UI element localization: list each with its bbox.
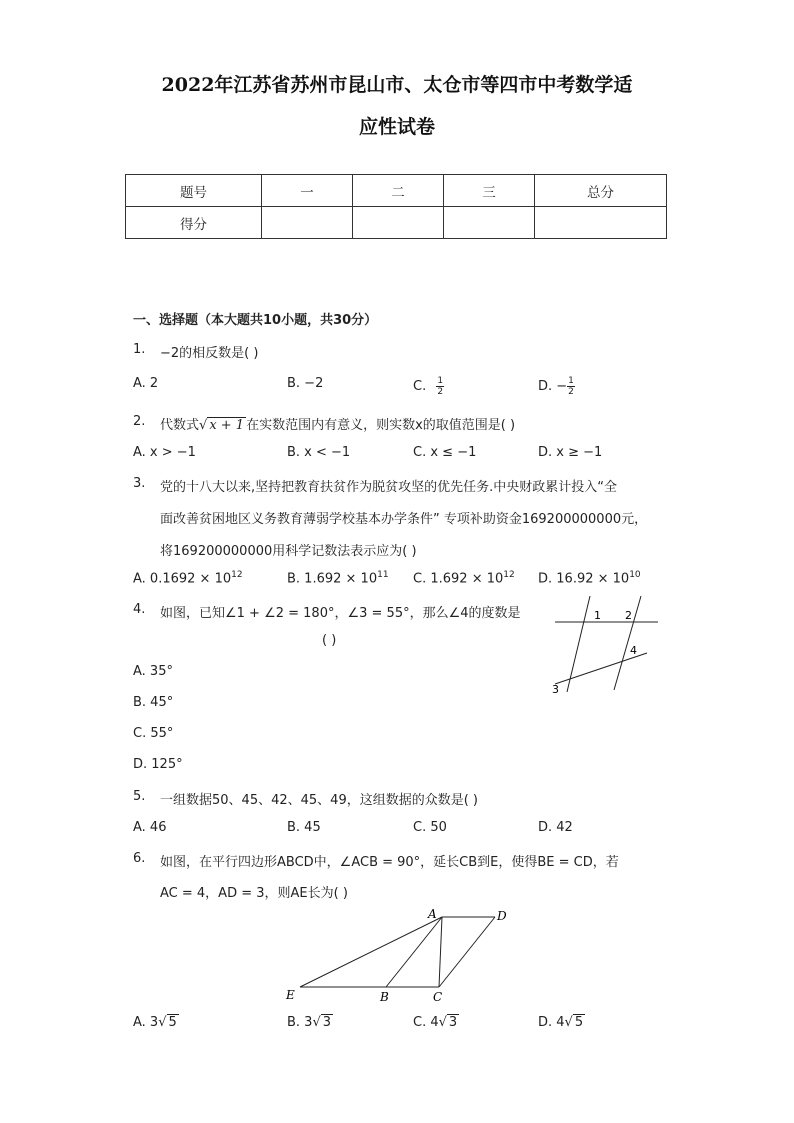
score-header-cell: 二: [353, 175, 444, 207]
option-a: A. 2: [133, 376, 159, 391]
question-number: 6.: [133, 851, 146, 866]
option-d: D. − $\frac{1}{2}$: [538, 376, 574, 397]
question-text-line: 党的十八大以来,坚持把教育扶贫作为脱贫攻坚的优先任务.中央财政累计投入“全: [160, 480, 617, 495]
option-d: D. 4√ 5: [538, 1015, 584, 1030]
option-b: B. 45°: [133, 695, 174, 710]
option-a: A. $0.1692 \times 10^{12}$: [133, 570, 243, 587]
score-header-cell: 一: [262, 175, 353, 207]
option-a: A. 46: [133, 820, 167, 835]
question-number: 4.: [133, 602, 146, 617]
angle-label-3: 3: [552, 683, 559, 696]
score-row: [126, 207, 667, 239]
point-label-a: A: [428, 907, 437, 921]
section-heading: 一、选择题（本大题共10小题，共30分）: [133, 313, 378, 328]
option-d: D. 125°: [133, 757, 183, 772]
angle-figure: [545, 592, 665, 702]
option-c: C. 4√ 3: [413, 1015, 458, 1030]
option-b: B. −2: [287, 376, 324, 391]
question-number: 1.: [133, 342, 146, 357]
option-c: C. $1.692 \times 10^{12}$: [413, 570, 515, 587]
segment-ea: [300, 917, 442, 987]
option-c: C. $\frac{1}{2}$: [413, 376, 444, 397]
score-header-cell: 总分: [535, 175, 667, 207]
point-label-d: D: [497, 909, 507, 923]
option-d: D. $16.92 \times 10^{10}$: [538, 570, 641, 587]
option-a: A. x > −1: [133, 445, 196, 460]
question-text-line: 面改善贫困地区义务教育薄弱学校基本办学条件” 专项补助资金169200000000元，: [160, 512, 648, 527]
option-d: D. x ≥ −1: [538, 445, 603, 460]
option-c: C. 55°: [133, 726, 174, 741]
angle-label-1: 1: [594, 609, 601, 622]
score-header-row: [126, 175, 667, 207]
option-c: C. x ≤ −1: [413, 445, 477, 460]
question-text-line: 如图，在平行四边形ABCD中，∠ACB = 90°，延长CB到E，使得BE = CD，若: [160, 855, 619, 870]
option-a: A. 3√ 5: [133, 1015, 177, 1030]
question-text: 一组数据50、45、42、45、49，这组数据的众数是( ): [160, 793, 478, 808]
score-row-label: 得分: [126, 207, 262, 239]
score-cell: [444, 207, 535, 239]
point-label-b: B: [380, 990, 389, 1004]
question-text-line: AC = 4，AD = 3，则AE长为( ): [160, 886, 348, 901]
segment-ba: [386, 917, 442, 987]
option-b: B. 45: [287, 820, 321, 835]
score-header-cell: 三: [444, 175, 535, 207]
question-number: 2.: [133, 414, 146, 429]
score-table: [125, 174, 667, 239]
option-a: A. 35°: [133, 664, 173, 679]
question-number: 3.: [133, 476, 146, 491]
score-cell: [535, 207, 667, 239]
angle-label-4: 4: [630, 644, 637, 657]
line-lower: [555, 653, 647, 684]
question-text: −2的相反数是( ): [160, 346, 259, 361]
answer-paren: ( ): [322, 633, 337, 648]
segment-ca: [439, 917, 442, 987]
parallelogram-figure: [280, 905, 520, 1007]
point-label-c: C: [433, 990, 443, 1004]
score-cell: [353, 207, 444, 239]
question-text: 如图，已知∠1 + ∠2 = 180°，∠3 = 55°，那么∠4的度数是: [160, 606, 521, 621]
title-line-2: 应性试卷: [358, 116, 435, 138]
option-b: B. $1.692 \times 10^{11}$: [287, 570, 389, 587]
line-left: [567, 596, 590, 692]
question-text: 代数式√ x + 1 在实数范围内有意义，则实数x的取值范围是( ): [160, 418, 516, 433]
angle-label-2: 2: [625, 609, 632, 622]
title-line-1: 2022年江苏省苏州市昆山市、太仓市等四市中考数学适: [161, 74, 633, 96]
question-text-line: 将169200000000用科学记数法表示应为( ): [160, 544, 417, 559]
option-b: B. 3√ 3: [287, 1015, 332, 1030]
option-c: C. 50: [413, 820, 447, 835]
score-cell: [262, 207, 353, 239]
score-header-cell: 题号: [126, 175, 262, 207]
option-d: D. 42: [538, 820, 573, 835]
option-b: B. x < −1: [287, 445, 351, 460]
point-label-e: E: [286, 988, 295, 1002]
question-number: 5.: [133, 789, 146, 804]
segment-dc: [439, 917, 495, 987]
